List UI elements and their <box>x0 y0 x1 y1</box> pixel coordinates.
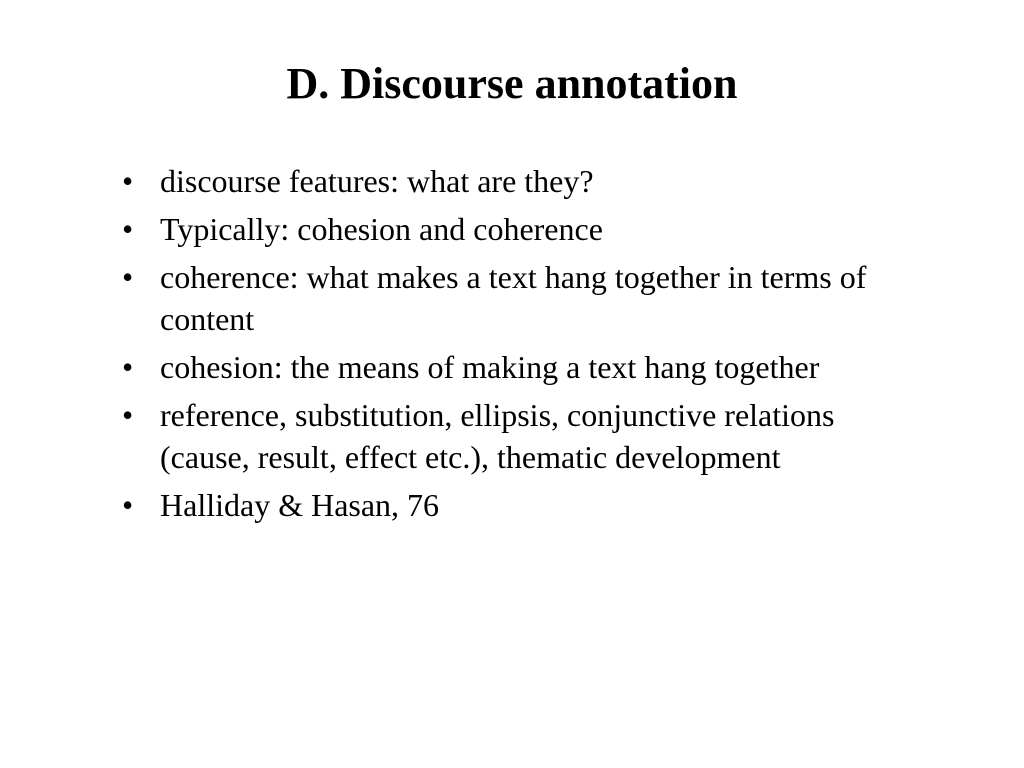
bullet-marker: • <box>122 211 134 247</box>
bullet-text: cohesion: the means of making a text hang together <box>160 349 820 385</box>
bullet-marker: • <box>122 487 134 523</box>
bullet-marker: • <box>122 163 134 199</box>
bullet-marker: • <box>122 349 134 385</box>
bullet-item-cohesion <box>120 346 880 388</box>
bullet-text: Typically: cohesion and coherence <box>160 211 603 247</box>
bullet-item-features <box>120 160 880 202</box>
bullet-text: reference, substitution, ellipsis, conjunctive relations (cause, result, effect etc.), thematic development <box>160 397 835 475</box>
bullet-marker: • <box>122 397 134 433</box>
bullet-item-coherence <box>120 256 880 340</box>
slide-title: D. Discourse annotation <box>286 59 738 108</box>
bullet-text: discourse features: what are they? <box>160 163 594 199</box>
bullet-item-typically <box>120 208 880 250</box>
bullet-item-citation <box>120 484 880 526</box>
bullet-text: coherence: what makes a text hang together in terms of content <box>160 259 867 337</box>
bullet-list <box>120 160 880 532</box>
bullet-item-reference <box>120 394 880 478</box>
bullet-text: Halliday & Hasan, 76 <box>160 487 440 523</box>
bullet-marker: • <box>122 259 134 295</box>
